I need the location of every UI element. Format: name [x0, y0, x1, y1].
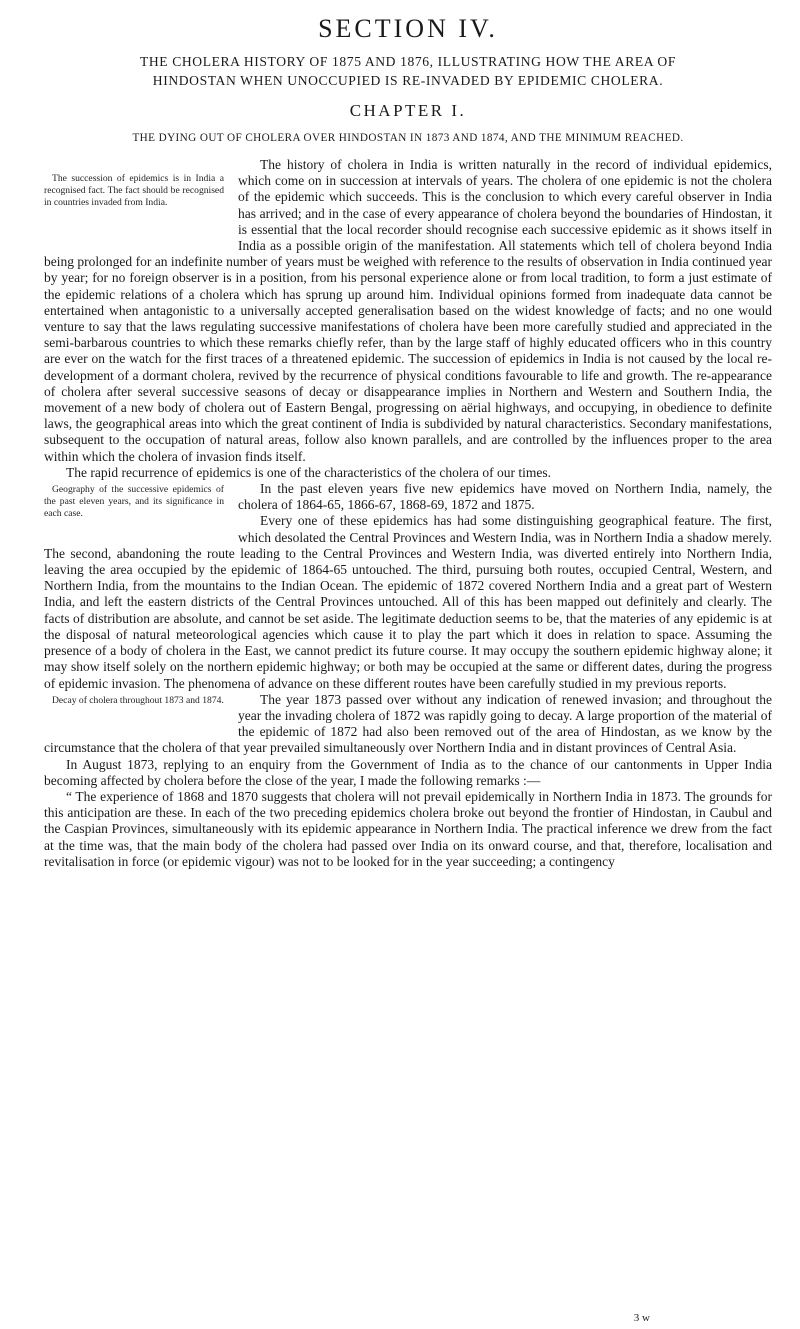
- sidenote-succession: The succession of epidemics is in India a recognised fact. The fact should be recognised in countries invaded from India.: [44, 173, 224, 208]
- sidenote-decay: Decay of cholera throughout 1873 and 1874.: [52, 694, 224, 706]
- page-signature: 3 w: [633, 1312, 650, 1324]
- paragraph-history: The history of cholera in India is written naturally in the record of individual epidemics, which come on in succession at intervals of years. The cholera of one epidemic is not the cholera of the epidemic which succeeds. This is the conclusion to which every careful observer in India has arrived; and in the case of every appearance of cholera beyond the boundaries of Hindostan, it is essential that the local recorder should recognise each successive epidemic as it shows itself in India as a possible origin of the manifestation. All statements which tell of cholera beyond India being prolonged for an indefinite number of years must be weighed with reference to the results of observation in India continued year by year; for no foreign observer is in a position, from his personal experience alone or from local tradition, to form a just estimate of the epidemic relations of a cholera which has sprung up around him. Individual opinions formed from inadequate data cannot be entertained when antagonistic to a universally accepted generalisation based on the widest knowledge of facts; and no one would venture to say that the laws regulating successive manifestations of cholera have been more carefully studied and appreciated in the semi-barbarous countries to which these remarks chiefly refer, than by the large staff of highly educated officers who in this country are ever on the watch for the first traces of a threatened epidemic. The succession of epidemics in India is not caused by the local re-development of a dormant cholera, revived by the recurrence of physical conditions favourable to life and growth. The re-appearance of cholera after several successive seasons of decay or disappearance implies in Northern and Western and Southern India, the movement of a new body of cholera out of Eastern Bengal, progressing on aërial highways, and occupying, in obedience to definite laws, the geographical areas into which the great continent of India is subdivided by natural characteristics. Secondary manifestations, subsequent to the occupation of natural areas, follow also known parallels, and are controlled by the influences proper to the area within which the cholera of invasion finds itself.: [44, 157, 772, 464]
- paragraph-year-1873: The year 1873 passed over without any indication of renewed invasion; and throughout the year the invading cholera of 1872 was rapidly going to decay. A large proportion of the material of the epidemic of 1872 had also been removed out of the area of Hindostan, as we know by the circumstance that the cholera of that year prevailed simultaneously over Northern India and in distant provinces of Central Asia.: [44, 691, 772, 756]
- chapter-title: CHAPTER I.: [349, 101, 467, 120]
- paragraph-distinguishing-features: Every one of these epidemics has had some distinguishing geographical feature. The first, which desolated the Central Provinces and Western India, was in Northern India a shadow merely. The second, abandoning the route leading to the Central Provinces and Western India, was diverted entirely into Northern India, leaving the area occupied by the epidemic of 1864-65 untouched. The third, pursuing both routes, occupied Central, Western, and Northern India, from the mountains to the Indian Ocean. The epidemic of 1872 covered Northern India and a great part of Western India, and left the eastern districts of the Central Provinces untouched. All of this has been mapped out definitely and clearly. The facts of distribution are absolute, and cannot be set aside. The legitimate deduction seems to be, that the materies of any epidemic is at the disposal of natural meteorological agencies which cause it to play the part which it does in relation to space. Assuming the presence of a body of cholera in the East, we cannot predict its future course. It may occupy the southern epidemic highway alone; it may show itself solely on the northern epidemic highway; or both may be occupied at the same or different dates, during the progress of epidemic invasion. The phenomena of advance on these different routes have been carefully studied in my previous reports.: [44, 513, 772, 691]
- section-title: SECTION IV.: [318, 14, 498, 43]
- paragraph-august-1873: In August 1873, replying to an enquiry from the Government of India as to the chance of our cantonments in Upper India becoming affected by cholera before the close of the year, I made the following remarks :—: [44, 756, 772, 788]
- body-text: [44, 157, 772, 870]
- chapter-subtitle: THE DYING OUT OF CHOLERA OVER HINDOSTAN IN 1873 AND 1874, AND THE MINIMUM REACHED.: [132, 132, 684, 144]
- paragraph-quotation: “ The experience of 1868 and 1870 suggests that cholera will not prevail epidemically in Northern India in 1873. The grounds for this anticipation are these. In each of the two preceding epidemics cholera broke out beyond the frontier of Hindostan, in Caubul and the Caspian Provinces, simultaneously with its epidemic appearance in Northern India. The practical inference we drew from the fact at the time was, that the main body of the cholera had passed over India on its onward course, and that, therefore, localisation and revitalisation in force (or epidemic vigour) was not to be looked for in the year succeeding; a contingency: [44, 788, 772, 869]
- sidenote-geography: Geography of the successive epidemics of the past eleven years, and its significance in each case.: [44, 484, 224, 519]
- sub-heading-line-1: THE CHOLERA HISTORY OF 1875 AND 1876, ILLUSTRATING HOW THE AREA OF: [139, 54, 677, 69]
- section-sub-heading: [44, 52, 772, 90]
- paragraph-recurrence: The rapid recurrence of epidemics is one of the characteristics of the cholera of our times.: [66, 464, 552, 480]
- sub-heading-line-2: HINDOSTAN WHEN UNOCCUPIED IS RE-INVADED BY EPIDEMIC CHOLERA.: [152, 73, 664, 88]
- paragraph-eleven-years: In the past eleven years five new epidemics have moved on Northern India, namely, the cholera of 1864-65, 1866-67, 1868-69, 1872 and 1875.: [238, 481, 772, 513]
